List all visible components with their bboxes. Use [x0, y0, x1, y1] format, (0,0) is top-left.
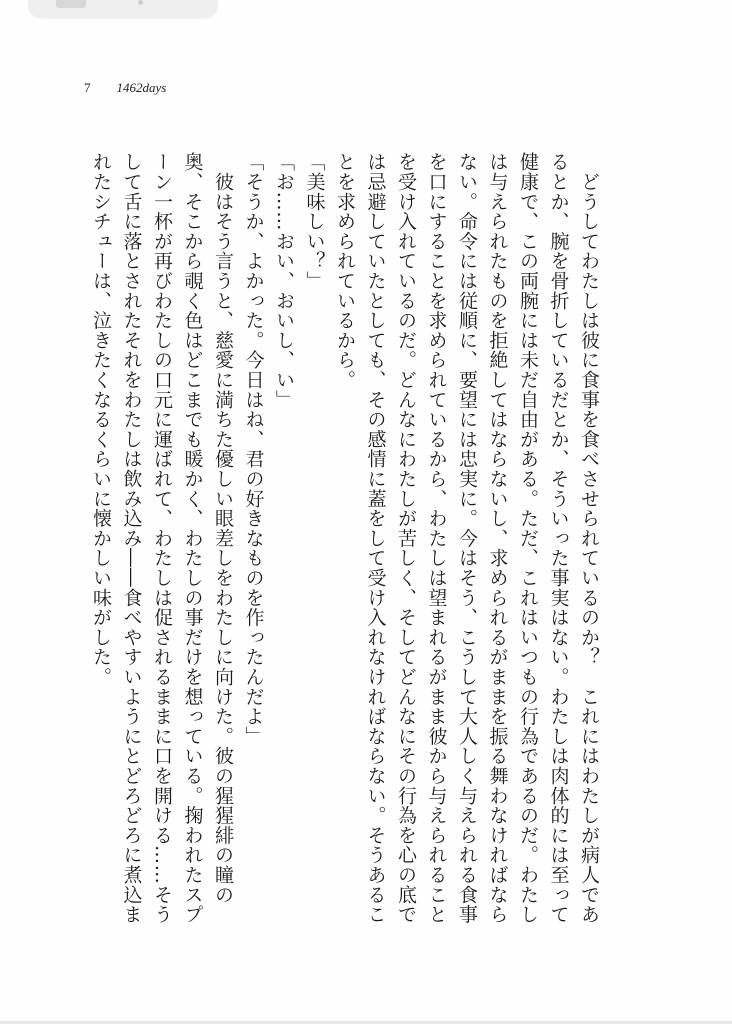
dialogue-line: 「お……おい、おいし、い」 — [273, 152, 295, 410]
paragraph: 彼はそう言うと、慈愛に満ちた優しい眼差しをわたしに向けた。彼の猩猩緋の瞳の奥、そこから覗く色はどこまでも暖かく、わたしの事だけを想っている。掬われたスプーン一杯が再びわたしの口元に運ばれて、わたしは促されるままに口を開ける……そうして舌に落とされたそれをわたしは飲み込み――食べやすいようにとどろどろに煮込まれたシチューは、泣きたくなるくらいに懐かしい味がした。 — [90, 152, 234, 925]
vertical-text-body — [84, 152, 604, 932]
top-toolbar-pill[interactable] — [28, 0, 218, 18]
page-number: 7 — [84, 80, 91, 95]
dialogue-line: 「美味しい？」 — [303, 152, 326, 291]
toolbar-icon[interactable] — [56, 0, 86, 8]
toolbar-dot-icon — [138, 0, 143, 5]
running-header — [84, 80, 166, 96]
paragraph: どうしてわたしは彼に食事を食べさせられているのか？ これにはわたしが病人であるとか、腕を骨折しているだとか、そういった事実はない。わたしは肉体的には至って健康で、この両腕には未だ自由がある。ただ、これはいつもの行為であるのだ。わたしは与えられたものを拒絶してはならないし、求められるがままを振る舞わなければならない。命令には従順に、要望には忠実に。今はそう、こうして大人しく与えられる食事を口にすることを求められているから、わたしは望まれるがまま彼から与えられることを受け入れているのだ。どんなにわたしが苦しく、そしてどんなにその行為を心の底では忌避していたとしても、その感情に蓋をして受け入れなければならない。そうあることを求められているから。 — [334, 152, 600, 925]
book-title: 1462days — [116, 80, 167, 95]
dialogue-line: 「そうか、よかった。今日はね、君の好きなものを作ったんだよ」 — [242, 152, 265, 746]
